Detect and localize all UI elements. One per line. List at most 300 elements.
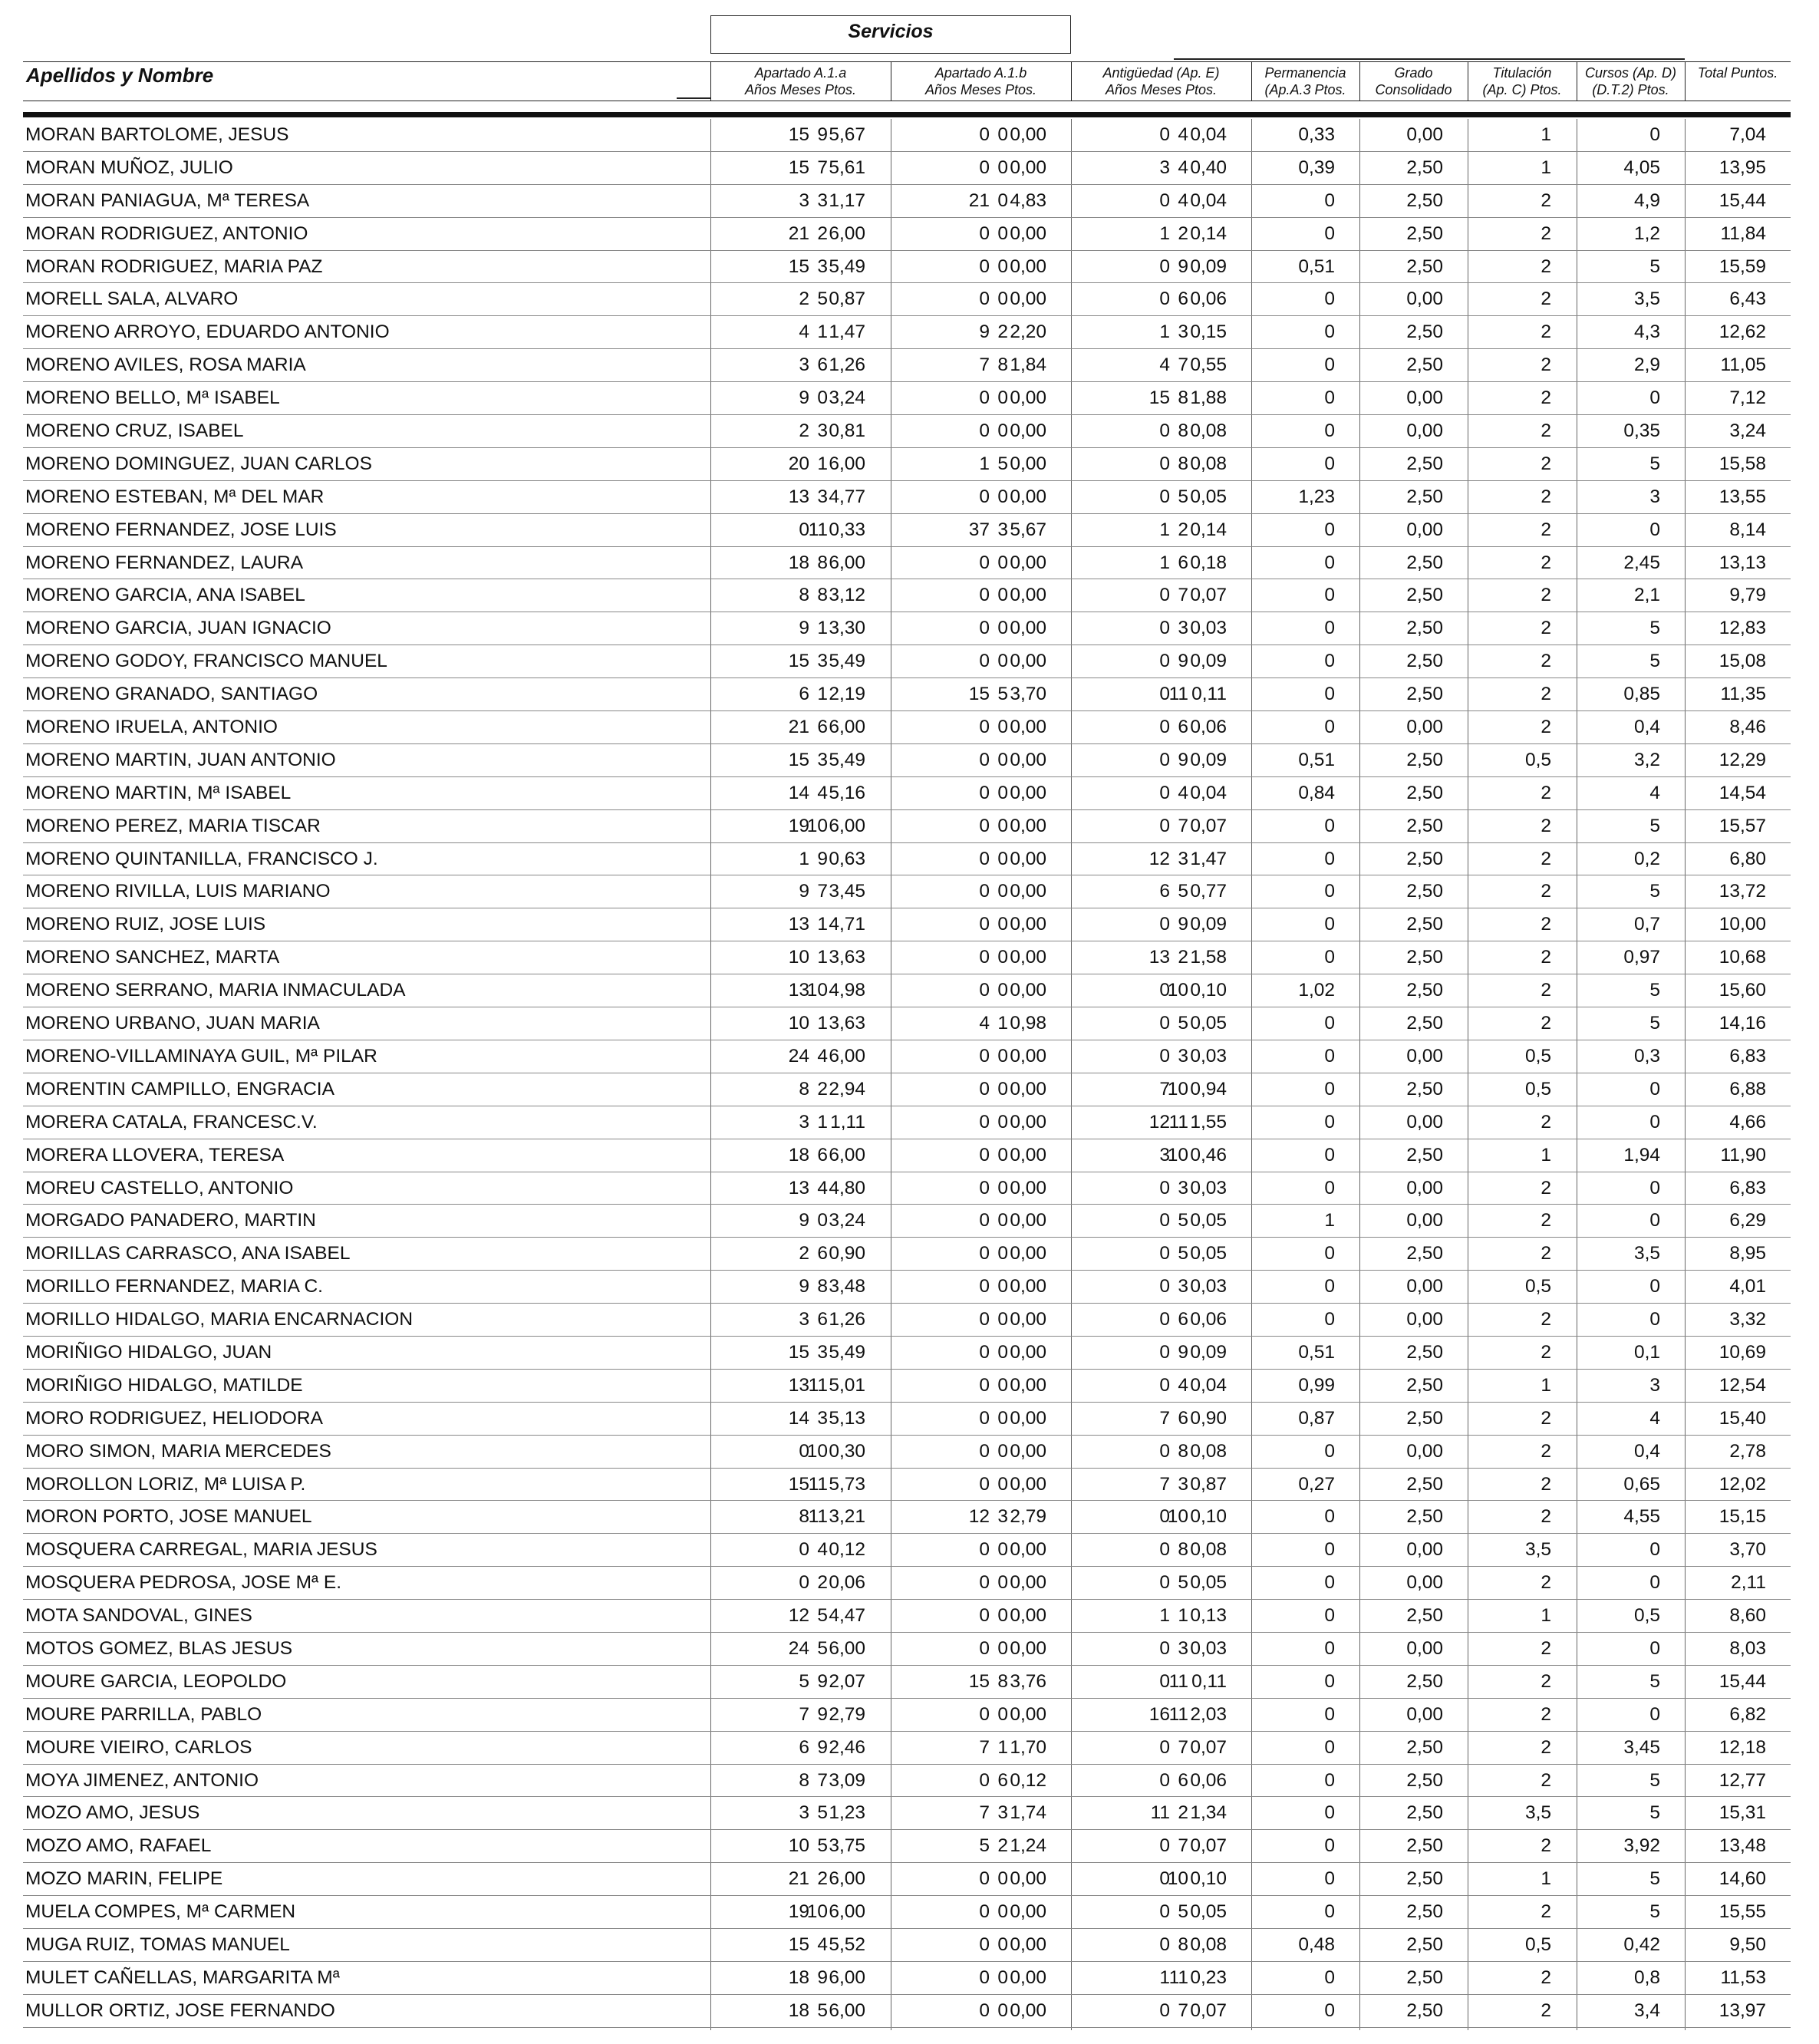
cell-a1b-years: 0 [979, 1210, 990, 1231]
cell-permanencia-points: 0 [1324, 914, 1335, 935]
cell-a1b-months: 0 [997, 420, 1008, 442]
table-row [23, 612, 1791, 645]
cell-permanencia-points: 0 [1324, 1670, 1335, 1692]
cell-cursos-points: 4 [1649, 1407, 1660, 1429]
header-antiguedad-line2: Años Meses Ptos. [1105, 82, 1218, 97]
cell-a1b-points: 0,00 [1010, 782, 1046, 803]
cell-antiguedad-months: 8 [1178, 1440, 1188, 1462]
cell-antiguedad-months: 5 [1178, 881, 1188, 902]
cell-antiguedad-years: 4 [1159, 354, 1170, 376]
cell-a1a-points: 2,19 [829, 684, 865, 705]
cell-a1a-months: 9 [817, 1736, 828, 1758]
cell-a1b-months: 0 [997, 124, 1008, 145]
cell-a1a-points: 2,94 [829, 1078, 865, 1099]
cell-grado-points: 0,00 [1406, 717, 1443, 738]
cell-a1a-years: 9 [799, 618, 809, 639]
cell-a1a-months: 4 [817, 1177, 828, 1198]
cell-permanencia-points: 0,51 [1298, 1341, 1335, 1363]
cell-name: MORENO AVILES, ROSA MARIA [25, 354, 306, 376]
cell-total-points: 6,83 [1729, 1177, 1766, 1198]
cell-permanencia-points: 0 [1324, 651, 1335, 672]
cell-name: MOURE VIEIRO, CARLOS [25, 1736, 252, 1758]
cell-a1a-months: 1 [817, 618, 828, 639]
cell-antiguedad-points: 0,06 [1190, 288, 1227, 310]
cell-a1a-years: 8 [799, 1078, 809, 1099]
cell-titulacion-points: 1 [1541, 1605, 1551, 1627]
cell-a1b-years: 0 [979, 1901, 990, 1923]
cell-a1a-years: 8 [799, 1769, 809, 1791]
cell-name: MULET CAÑELLAS, MARGARITA Mª [25, 1967, 340, 1988]
cell-antiguedad-years: 7 [1159, 1407, 1170, 1429]
cell-a1a-months: 9 [817, 1670, 828, 1692]
table-row [23, 875, 1791, 908]
cell-grado-points: 2,50 [1406, 354, 1443, 376]
cell-antiguedad-points: 0,05 [1190, 1572, 1227, 1594]
cell-a1a-points: 6,00 [829, 1999, 865, 2021]
table-row [23, 382, 1791, 415]
cell-titulacion-points: 2 [1541, 354, 1551, 376]
cell-a1a-months: 11 [808, 1374, 828, 1396]
cell-permanencia-points: 0 [1324, 1506, 1335, 1528]
cell-a1b-months: 0 [997, 717, 1008, 738]
cell-a1b-points: 0,00 [1010, 1111, 1046, 1132]
cell-cursos-points: 0,4 [1633, 717, 1660, 738]
cell-a1b-years: 0 [979, 1177, 990, 1198]
cell-cursos-points: 0,35 [1623, 420, 1660, 442]
cell-permanencia-points: 0 [1324, 190, 1335, 211]
cell-a1a-years: 15 [788, 749, 809, 770]
cell-a1a-points: 6,00 [829, 815, 865, 836]
header-titulacion-line2: (Ap. C) Ptos. [1482, 82, 1562, 97]
cell-cursos-points: 0,85 [1623, 684, 1660, 705]
cell-a1b-years: 0 [979, 1407, 990, 1429]
cell-titulacion-points: 2 [1541, 1967, 1551, 1988]
cell-name: MORON PORTO, JOSE MANUEL [25, 1506, 312, 1528]
table-row [23, 1699, 1791, 1732]
cell-antiguedad-years: 15 [1148, 387, 1170, 409]
cell-a1a-years: 3 [799, 1802, 809, 1824]
table-row [23, 316, 1791, 349]
cell-a1b-months: 0 [997, 1243, 1008, 1264]
cell-cursos-points: 0 [1649, 1210, 1660, 1231]
header-titulacion-line1: Titulación [1492, 65, 1552, 81]
cell-a1b-months: 3 [997, 519, 1008, 540]
cell-a1a-years: 7 [799, 1703, 809, 1725]
cell-a1a-years: 15 [788, 124, 809, 145]
cell-antiguedad-months: 2 [1178, 947, 1188, 968]
cell-a1b-months: 2 [997, 1835, 1008, 1857]
header-a1a-line2: Años Meses Ptos. [744, 82, 857, 97]
cell-total-points: 11,05 [1720, 354, 1766, 376]
cell-a1a-years: 3 [799, 354, 809, 376]
table-row [23, 1765, 1791, 1798]
cell-a1a-points: 5,52 [829, 1934, 865, 1955]
cell-grado-points: 0,00 [1406, 1309, 1443, 1330]
cell-a1b-months: 0 [997, 1374, 1008, 1396]
cell-a1b-years: 0 [979, 881, 990, 902]
cell-grado-points: 2,50 [1406, 552, 1443, 573]
cell-titulacion-points: 2 [1541, 1473, 1551, 1495]
cell-cursos-points: 0 [1649, 1637, 1660, 1659]
cell-a1b-years: 0 [979, 1111, 990, 1132]
cell-a1a-years: 10 [788, 1835, 809, 1857]
cell-total-points: 15,44 [1718, 1670, 1766, 1692]
cell-antiguedad-months: 9 [1178, 651, 1188, 672]
cell-a1a-points: 3,12 [829, 585, 865, 606]
cell-a1a-years: 0 [799, 1440, 809, 1462]
cell-permanencia-points: 0,87 [1298, 1407, 1335, 1429]
cell-grado-points: 2,50 [1406, 157, 1443, 178]
cell-a1b-points: 0,00 [1010, 124, 1046, 145]
cell-grado-points: 2,50 [1406, 190, 1443, 211]
cell-antiguedad-years: 0 [1159, 288, 1170, 310]
cell-permanencia-points: 0 [1324, 321, 1335, 343]
cell-titulacion-points: 2 [1541, 914, 1551, 935]
cell-a1a-years: 9 [799, 387, 809, 409]
cell-antiguedad-years: 0 [1159, 190, 1170, 211]
table-row [23, 1073, 1791, 1106]
cell-grado-points: 2,50 [1406, 1473, 1443, 1495]
cell-total-points: 6,82 [1729, 1703, 1766, 1725]
cell-a1b-years: 0 [979, 1605, 990, 1627]
cell-a1b-years: 7 [979, 354, 990, 376]
cell-antiguedad-points: 1,47 [1190, 848, 1227, 869]
cell-titulacion-points: 1 [1541, 1374, 1551, 1396]
cell-a1a-years: 15 [788, 651, 809, 672]
cell-grado-points: 2,50 [1406, 321, 1443, 343]
cell-antiguedad-points: 0,04 [1190, 190, 1227, 211]
cell-name: MORIÑIGO HIDALGO, MATILDE [25, 1374, 303, 1396]
cell-a1b-months: 0 [997, 585, 1008, 606]
cell-antiguedad-points: 0,07 [1190, 1736, 1227, 1758]
cell-a1b-months: 0 [997, 223, 1008, 244]
cell-total-points: 15,60 [1718, 980, 1766, 1001]
cell-a1b-years: 37 [968, 519, 990, 540]
cell-a1b-points: 0,00 [1010, 1901, 1046, 1923]
cell-a1a-months: 2 [817, 223, 828, 244]
cell-a1a-years: 9 [799, 881, 809, 902]
cell-a1b-points: 0,00 [1010, 387, 1046, 409]
servicios-header: Servicios [710, 15, 1071, 54]
cell-antiguedad-years: 3 [1159, 157, 1170, 178]
cell-a1a-points: 3,24 [829, 1210, 865, 1231]
cell-antiguedad-years: 16 [1148, 1703, 1170, 1725]
cell-a1b-points: 0,00 [1010, 749, 1046, 770]
cell-antiguedad-points: 0,09 [1190, 651, 1227, 672]
cell-a1a-months: 9 [817, 1967, 828, 1988]
cell-cursos-points: 0 [1649, 387, 1660, 409]
cell-total-points: 8,03 [1729, 1637, 1766, 1659]
cell-a1a-points: 3,45 [829, 881, 865, 902]
cell-titulacion-points: 0,5 [1524, 1934, 1551, 1955]
cell-a1b-points: 5,67 [1010, 519, 1046, 540]
cell-a1a-years: 0 [799, 519, 809, 540]
cell-total-points: 10,68 [1718, 947, 1766, 968]
table-row [23, 1106, 1791, 1139]
cell-antiguedad-years: 0 [1159, 749, 1170, 770]
cell-cursos-points: 5 [1649, 1013, 1660, 1034]
cell-antiguedad-years: 0 [1159, 1637, 1170, 1659]
cell-titulacion-points: 2 [1541, 1341, 1551, 1363]
cell-cursos-points: 3 [1649, 1374, 1660, 1396]
cell-antiguedad-years: 1 [1159, 223, 1170, 244]
cell-name: MORENO-VILLAMINAYA GUIL, Mª PILAR [25, 1045, 377, 1067]
cell-titulacion-points: 2 [1541, 1440, 1551, 1462]
cell-a1b-years: 0 [979, 1934, 990, 1955]
cell-name: MOTOS GOMEZ, BLAS JESUS [25, 1637, 293, 1659]
cell-name: MOZO AMO, JESUS [25, 1802, 200, 1824]
column-header-grado [1359, 64, 1468, 98]
cell-titulacion-points: 2 [1541, 1506, 1551, 1528]
cell-a1b-months: 0 [997, 157, 1008, 178]
cell-antiguedad-months: 10 [1167, 1144, 1188, 1165]
cell-cursos-points: 0 [1649, 1309, 1660, 1330]
cell-a1b-points: 0,00 [1010, 256, 1046, 277]
cell-total-points: 15,40 [1718, 1407, 1766, 1429]
cell-cursos-points: 0,42 [1623, 1934, 1660, 1955]
cell-a1a-months: 6 [817, 1144, 828, 1165]
cell-titulacion-points: 2 [1541, 717, 1551, 738]
cell-grado-points: 2,50 [1406, 749, 1443, 770]
cell-total-points: 15,08 [1718, 651, 1766, 672]
header-a1b-line2: Años Meses Ptos. [924, 82, 1037, 97]
cell-a1a-months: 4 [817, 1045, 828, 1067]
cell-a1a-points: 5,13 [829, 1407, 865, 1429]
cell-name: MUELA COMPES, Mª CARMEN [25, 1901, 296, 1923]
table-row [23, 843, 1791, 876]
cell-antiguedad-years: 0 [1159, 815, 1170, 836]
cell-name: MORERA LLOVERA, TERESA [25, 1144, 285, 1165]
cell-a1b-points: 2,79 [1010, 1506, 1046, 1528]
cell-a1b-points: 0,00 [1010, 980, 1046, 1001]
cell-total-points: 15,57 [1718, 815, 1766, 836]
cell-titulacion-points: 1 [1541, 124, 1551, 145]
cell-name: MORENTIN CAMPILLO, ENGRACIA [25, 1078, 334, 1099]
cell-a1b-years: 0 [979, 486, 990, 507]
cell-total-points: 4,01 [1729, 1276, 1766, 1297]
cell-permanencia-points: 0 [1324, 354, 1335, 376]
cell-a1a-years: 14 [788, 1407, 809, 1429]
cell-permanencia-points: 1,02 [1298, 980, 1335, 1001]
cell-a1b-years: 0 [979, 223, 990, 244]
cell-permanencia-points: 0,39 [1298, 157, 1335, 178]
cell-titulacion-points: 2 [1541, 782, 1551, 803]
cell-name: MORENO ESTEBAN, Mª DEL MAR [25, 486, 325, 507]
cell-cursos-points: 0,3 [1633, 1045, 1660, 1067]
cell-permanencia-points: 0 [1324, 552, 1335, 573]
scores-table [23, 119, 1791, 2028]
cell-a1a-years: 18 [788, 552, 809, 573]
cell-total-points: 12,29 [1718, 749, 1766, 770]
cell-antiguedad-years: 0 [1159, 1440, 1170, 1462]
cell-a1b-years: 0 [979, 420, 990, 442]
cell-antiguedad-points: 0,03 [1190, 1637, 1227, 1659]
cell-titulacion-points: 2 [1541, 453, 1551, 474]
cell-name: MOZO MARIN, FELIPE [25, 1868, 223, 1890]
cell-a1b-months: 0 [997, 782, 1008, 803]
cell-name: MORO RODRIGUEZ, HELIODORA [25, 1407, 323, 1429]
cell-name: MOYA JIMENEZ, ANTONIO [25, 1769, 259, 1791]
cell-a1a-points: 1,26 [829, 1309, 865, 1330]
cell-permanencia-points: 1,23 [1298, 486, 1335, 507]
cell-cursos-points: 0 [1649, 1111, 1660, 1132]
cell-antiguedad-years: 1 [1159, 552, 1170, 573]
cell-a1a-months: 10 [806, 1440, 828, 1462]
cell-total-points: 2,11 [1731, 1572, 1766, 1594]
cell-a1b-months: 0 [997, 749, 1008, 770]
cell-permanencia-points: 0 [1324, 1243, 1335, 1264]
cell-antiguedad-months: 11 [1168, 684, 1188, 705]
cell-a1a-months: 11 [808, 1506, 828, 1528]
cell-permanencia-points: 0 [1324, 387, 1335, 409]
cell-a1b-years: 0 [979, 1967, 990, 1988]
cell-a1a-years: 8 [799, 1506, 809, 1528]
cell-a1a-years: 9 [799, 1276, 809, 1297]
cell-antiguedad-months: 4 [1178, 157, 1188, 178]
cell-cursos-points: 5 [1649, 1802, 1660, 1824]
cell-grado-points: 2,50 [1406, 585, 1443, 606]
table-row [23, 1238, 1791, 1271]
cell-a1a-points: 5,49 [829, 256, 865, 277]
cell-antiguedad-points: 0,10 [1190, 980, 1227, 1001]
cell-antiguedad-years: 6 [1159, 881, 1170, 902]
cell-a1b-years: 0 [979, 1539, 990, 1561]
cell-a1b-points: 0,00 [1010, 914, 1046, 935]
cell-a1b-years: 0 [979, 1572, 990, 1594]
cell-antiguedad-points: 0,77 [1190, 881, 1227, 902]
cell-name: MORENO IRUELA, ANTONIO [25, 717, 278, 738]
cell-permanencia-points: 0,33 [1298, 124, 1335, 145]
cell-a1b-years: 7 [979, 1736, 990, 1758]
cell-name: MORAN PANIAGUA, Mª TERESA [25, 190, 310, 211]
cell-antiguedad-months: 6 [1178, 1407, 1188, 1429]
cell-a1b-points: 0,00 [1010, 881, 1046, 902]
cell-a1a-months: 3 [817, 1407, 828, 1429]
cell-cursos-points: 2,9 [1633, 354, 1660, 376]
table-row [23, 810, 1791, 843]
table-row [23, 974, 1791, 1007]
cell-antiguedad-points: 0,13 [1190, 1605, 1227, 1627]
cell-titulacion-points: 2 [1541, 1637, 1551, 1659]
cell-antiguedad-points: 0,09 [1190, 1341, 1227, 1363]
cell-name: MORO SIMON, MARIA MERCEDES [25, 1440, 331, 1462]
cell-name: MORENO QUINTANILLA, FRANCISCO J. [25, 848, 378, 869]
table-row [23, 1370, 1791, 1403]
cell-name: MORENO GODOY, FRANCISCO MANUEL [25, 651, 387, 672]
cell-a1b-points: 0,00 [1010, 1177, 1046, 1198]
cell-antiguedad-months: 6 [1178, 552, 1188, 573]
cell-a1a-years: 15 [788, 1473, 809, 1495]
cell-total-points: 8,95 [1729, 1243, 1766, 1264]
cell-a1a-years: 15 [788, 256, 809, 277]
table-row [23, 514, 1791, 547]
cell-name: MOROLLON LORIZ, Mª LUISA P. [25, 1473, 306, 1495]
cell-antiguedad-points: 0,05 [1190, 1210, 1227, 1231]
cell-a1b-years: 21 [968, 190, 990, 211]
cell-antiguedad-months: 7 [1178, 815, 1188, 836]
cell-a1a-years: 9 [799, 1210, 809, 1231]
cell-total-points: 10,00 [1718, 914, 1766, 935]
cell-a1b-months: 0 [997, 1210, 1008, 1231]
cell-titulacion-points: 2 [1541, 585, 1551, 606]
cell-total-points: 6,29 [1729, 1210, 1766, 1231]
cell-grado-points: 0,00 [1406, 519, 1443, 540]
cell-grado-points: 0,00 [1406, 1210, 1443, 1231]
cell-total-points: 9,79 [1729, 585, 1766, 606]
cell-total-points: 11,90 [1720, 1144, 1766, 1165]
cell-a1a-years: 3 [799, 190, 809, 211]
cell-a1b-years: 9 [979, 321, 990, 343]
cell-permanencia-points: 0 [1324, 1440, 1335, 1462]
cell-name: MORENO MARTIN, JUAN ANTONIO [25, 749, 336, 770]
table-row [23, 1271, 1791, 1304]
cell-a1b-years: 0 [979, 1374, 990, 1396]
cell-antiguedad-years: 0 [1159, 486, 1170, 507]
cell-a1b-months: 6 [997, 1769, 1008, 1791]
cell-cursos-points: 1,2 [1633, 223, 1660, 244]
cell-a1a-years: 21 [788, 223, 809, 244]
cell-grado-points: 2,50 [1406, 1736, 1443, 1758]
cell-a1b-years: 0 [979, 1078, 990, 1099]
cell-a1a-months: 4 [817, 1934, 828, 1955]
cell-permanencia-points: 0 [1324, 815, 1335, 836]
cell-titulacion-points: 2 [1541, 1572, 1551, 1594]
column-header-antiguedad [1071, 64, 1251, 98]
cell-titulacion-points: 2 [1541, 1210, 1551, 1231]
cell-antiguedad-points: 0,06 [1190, 717, 1227, 738]
cell-antiguedad-months: 4 [1178, 190, 1188, 211]
cell-grado-points: 2,50 [1406, 980, 1443, 1001]
cell-antiguedad-points: 1,58 [1190, 947, 1227, 968]
table-row [23, 283, 1791, 316]
cell-antiguedad-months: 8 [1178, 1934, 1188, 1955]
cell-cursos-points: 0 [1649, 1539, 1660, 1561]
cell-grado-points: 2,50 [1406, 1144, 1443, 1165]
cell-a1b-months: 2 [997, 321, 1008, 343]
cell-permanencia-points: 0 [1324, 1967, 1335, 1988]
cell-antiguedad-points: 1,88 [1190, 387, 1227, 409]
cell-a1b-points: 0,00 [1010, 552, 1046, 573]
cell-a1a-years: 14 [788, 782, 809, 803]
cell-a1b-years: 0 [979, 1868, 990, 1890]
cell-total-points: 12,02 [1718, 1473, 1766, 1495]
cell-cursos-points: 0,8 [1633, 1967, 1660, 1988]
cell-titulacion-points: 0,5 [1524, 1078, 1551, 1099]
cell-permanencia-points: 0 [1324, 1605, 1335, 1627]
cell-cursos-points: 3,5 [1633, 1243, 1660, 1264]
cell-a1a-months: 8 [817, 1276, 828, 1297]
cell-antiguedad-points: 0,94 [1190, 1078, 1227, 1099]
cell-antiguedad-months: 1 [1178, 1605, 1188, 1627]
cell-a1a-points: 4,80 [829, 1177, 865, 1198]
cell-name: MORENO SANCHEZ, MARTA [25, 947, 280, 968]
cell-grado-points: 2,50 [1406, 684, 1443, 705]
cell-grado-points: 2,50 [1406, 1901, 1443, 1923]
cell-antiguedad-months: 3 [1178, 1177, 1188, 1198]
cell-a1b-months: 1 [997, 1013, 1008, 1034]
cell-permanencia-points: 1 [1324, 1210, 1335, 1231]
cell-titulacion-points: 2 [1541, 1177, 1551, 1198]
table-row [23, 481, 1791, 514]
cell-a1a-months: 1 [817, 453, 828, 474]
cell-name: MOURE GARCIA, LEOPOLDO [25, 1670, 287, 1692]
cell-total-points: 2,78 [1729, 1440, 1766, 1462]
cell-grado-points: 0,00 [1406, 124, 1443, 145]
cell-total-points: 7,12 [1729, 387, 1766, 409]
cell-a1a-years: 1 [799, 848, 809, 869]
cell-a1a-months: 11 [808, 519, 828, 540]
cell-a1a-points: 0,33 [829, 519, 865, 540]
